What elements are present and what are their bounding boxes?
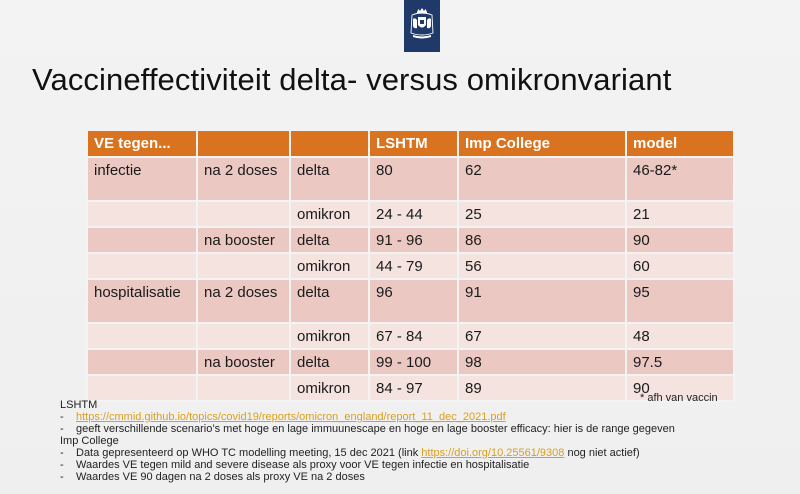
imp-note-2: Waardes VE tegen mild and severe disease als proxy voor VE tegen infectie en hospitalisatie — [76, 459, 530, 471]
table-row — [87, 323, 734, 349]
cell-ve-tegen — [87, 253, 197, 279]
imp-note-after: nog niet actief) — [564, 447, 640, 459]
cell-variant: delta — [290, 349, 369, 375]
cell-model: 90 — [626, 227, 734, 253]
imp-note-3: Waardes VE 90 dagen na 2 doses als proxy VE na 2 doses — [76, 471, 365, 483]
cell-variant: omikron — [290, 375, 369, 401]
table-row — [87, 157, 734, 201]
cell-imp-college: 86 — [458, 227, 626, 253]
table-row — [87, 253, 734, 279]
cell-imp-college: 91 — [458, 279, 626, 323]
cell-doses: na booster — [197, 227, 290, 253]
dash: - — [60, 411, 64, 423]
source-notes — [60, 399, 790, 483]
list-item — [60, 447, 790, 459]
cell-doses — [197, 375, 290, 401]
cell-lshtm: 84 - 97 — [369, 375, 458, 401]
header-ve-tegen: VE tegen... — [87, 131, 197, 157]
dash: - — [60, 447, 64, 459]
cell-ve-tegen — [87, 349, 197, 375]
cell-variant: omikron — [290, 323, 369, 349]
cell-ve-tegen — [87, 375, 197, 401]
cell-model: 21 — [626, 201, 734, 227]
list-item — [60, 471, 790, 483]
cell-doses — [197, 201, 290, 227]
cell-imp-college: 98 — [458, 349, 626, 375]
cell-doses: na booster — [197, 349, 290, 375]
imp-doi-link[interactable]: https://doi.org/10.25561/9308 — [421, 447, 565, 459]
ve-table — [86, 131, 735, 402]
cell-variant: omikron — [290, 201, 369, 227]
cell-doses — [197, 323, 290, 349]
cell-variant: delta — [290, 279, 369, 323]
vaccine-footnote: * afh van vaccin — [640, 392, 718, 404]
cell-imp-college: 25 — [458, 201, 626, 227]
cell-imp-college: 56 — [458, 253, 626, 279]
list-item — [60, 411, 790, 423]
cell-ve-tegen — [87, 227, 197, 253]
cell-variant: delta — [290, 227, 369, 253]
government-logo — [404, 0, 440, 52]
cell-lshtm: 99 - 100 — [369, 349, 458, 375]
table-header-row — [87, 131, 734, 157]
cell-model: 46-82* — [626, 157, 734, 201]
table-row — [87, 375, 734, 401]
cell-doses: na 2 doses — [197, 279, 290, 323]
list-item — [60, 459, 790, 471]
cell-model: 60 — [626, 253, 734, 279]
cell-ve-tegen: infectie — [87, 157, 197, 201]
cell-model: 90 — [626, 375, 734, 401]
table-row — [87, 201, 734, 227]
cell-ve-tegen — [87, 201, 197, 227]
cell-lshtm: 80 — [369, 157, 458, 201]
imp-college-heading: Imp College — [60, 435, 119, 447]
header-doses — [197, 131, 290, 157]
slide-title: Vaccineffectiviteit delta- versus omikronvariant — [32, 62, 672, 97]
cell-lshtm: 67 - 84 — [369, 323, 458, 349]
dash: - — [60, 423, 64, 435]
dash: - — [60, 459, 64, 471]
table-row — [87, 279, 734, 323]
cell-variant: delta — [290, 157, 369, 201]
coat-of-arms-icon — [404, 0, 440, 52]
lshtm-note: geeft verschillende scenario’s met hoge en lage immuunescape en hoge en lage booster efficacy: hier is de range gegeven — [76, 423, 675, 435]
cell-doses — [197, 253, 290, 279]
header-imp-college: Imp College — [458, 131, 626, 157]
cell-doses: na 2 doses — [197, 157, 290, 201]
cell-imp-college: 67 — [458, 323, 626, 349]
list-item — [60, 423, 790, 435]
lshtm-report-link[interactable]: https://cmmid.github.io/topics/covid19/reports/omicron_england/report_11_dec_2021.pdf — [76, 411, 506, 423]
cell-variant: omikron — [290, 253, 369, 279]
cell-imp-college: 89 — [458, 375, 626, 401]
cell-lshtm: 44 - 79 — [369, 253, 458, 279]
cell-model: 95 — [626, 279, 734, 323]
lshtm-heading: LSHTM — [60, 399, 98, 411]
cell-imp-college: 62 — [458, 157, 626, 201]
header-model: model — [626, 131, 734, 157]
cell-lshtm: 96 — [369, 279, 458, 323]
cell-ve-tegen — [87, 323, 197, 349]
cell-model: 97.5 — [626, 349, 734, 375]
table-row — [87, 349, 734, 375]
cell-lshtm: 24 - 44 — [369, 201, 458, 227]
dash: - — [60, 471, 64, 483]
cell-lshtm: 91 - 96 — [369, 227, 458, 253]
imp-note-before: Data gepresenteerd op WHO TC modelling meeting, 15 dec 2021 (link — [76, 447, 422, 459]
cell-model: 48 — [626, 323, 734, 349]
header-lshtm: LSHTM — [369, 131, 458, 157]
header-variant — [290, 131, 369, 157]
cell-ve-tegen: hospitalisatie — [87, 279, 197, 323]
table-row — [87, 227, 734, 253]
